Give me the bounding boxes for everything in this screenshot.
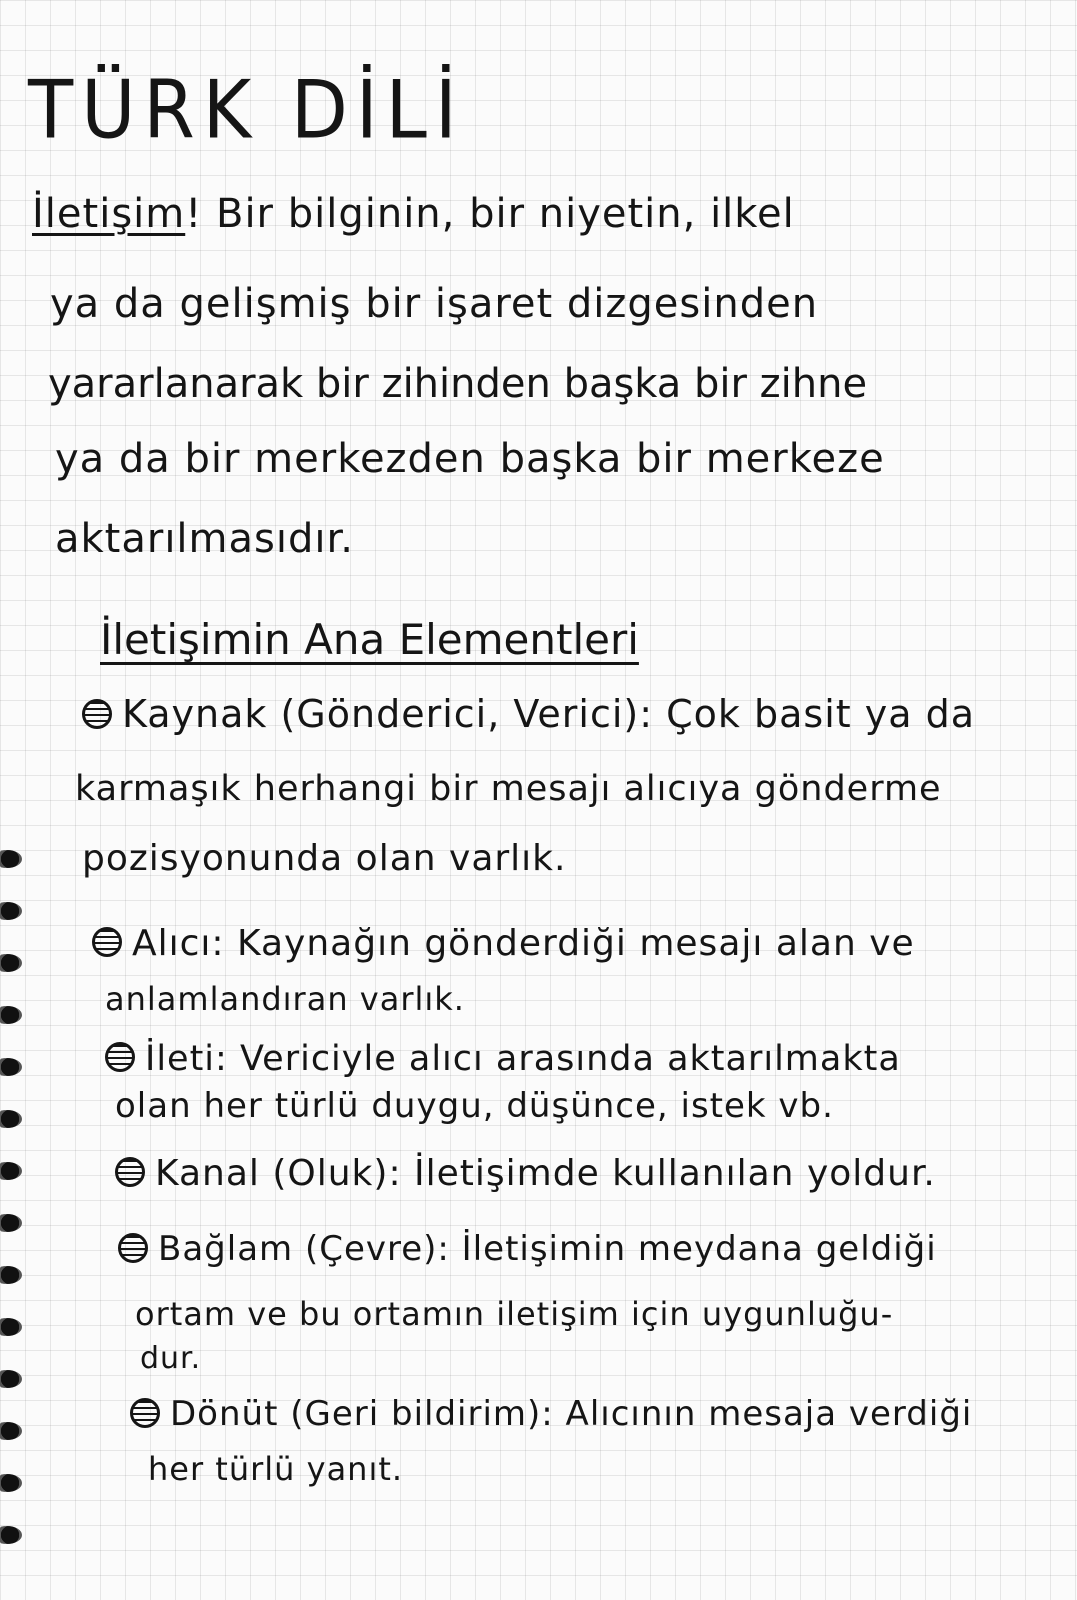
element-baglam-line-2: ortam ve bu ortamın iletişim için uygunluğu-: [135, 1295, 894, 1333]
section-heading: İletişimin Ana Elementleri: [100, 615, 639, 664]
notebook-spiral-binding: [0, 850, 32, 1590]
bullet-icon: [130, 1398, 160, 1428]
element-kanal-text-1: Kanal (Oluk): İletişimde kullanılan yoldur.: [155, 1153, 936, 1194]
definition-line-4: ya da bir merkezden başka bir merkeze: [55, 436, 885, 482]
element-kaynak-text-1: Kaynak (Gönderici, Verici): Çok basit ya da: [122, 692, 976, 736]
element-kaynak-line-1: [82, 690, 975, 738]
definition-line-1: [32, 190, 795, 238]
element-donut-text-1: Dönüt (Geri bildirim): Alıcının mesaja verdiği: [170, 1394, 973, 1434]
bullet-icon: [105, 1042, 135, 1072]
definition-line-5: aktarılmasıdır.: [55, 516, 354, 562]
element-donut-line-1: [130, 1390, 972, 1438]
element-baglam-text-1: Bağlam (Çevre): İletişimin meydana geldiği: [158, 1229, 937, 1269]
bullet-icon: [115, 1157, 145, 1187]
bullet-icon: [118, 1233, 148, 1263]
element-donut-line-2: her türlü yanıt.: [148, 1450, 404, 1488]
element-alici-line-2: anlamlandıran varlık.: [105, 980, 465, 1018]
element-alici-text-1: Alıcı: Kaynağın gönderdiği mesajı alan ve: [132, 923, 915, 964]
bullet-icon: [82, 699, 112, 729]
element-baglam-line-1: [118, 1225, 937, 1273]
element-baglam-line-3: dur.: [140, 1341, 202, 1376]
element-ileti-line-2: olan her türlü duygu, düşünce, istek vb.: [115, 1086, 834, 1126]
definition-separator: !: [185, 191, 203, 237]
element-alici-line-1: [92, 920, 915, 968]
definition-term: İletişim: [32, 191, 186, 237]
element-kaynak-line-2: karmaşık herhangi bir mesajı alıcıya gönderme: [75, 769, 942, 809]
page-title: TÜRK DİLİ: [28, 63, 465, 157]
element-kanal-line-1: [115, 1150, 936, 1198]
definition-line-3: yararlanarak bir zihinden başka bir zihne: [48, 361, 868, 407]
element-ileti-line-1: [105, 1035, 901, 1083]
definition-line-2: ya da gelişmiş bir işaret dizgesinden: [50, 281, 819, 327]
bullet-icon: [92, 927, 122, 957]
element-ileti-text-1: İleti: Vericiyle alıcı arasında aktarılmakta: [145, 1039, 901, 1079]
definition-text-1: Bir bilginin, bir niyetin, ilkel: [216, 191, 795, 237]
element-kaynak-line-3: pozisyonunda olan varlık.: [82, 838, 567, 879]
